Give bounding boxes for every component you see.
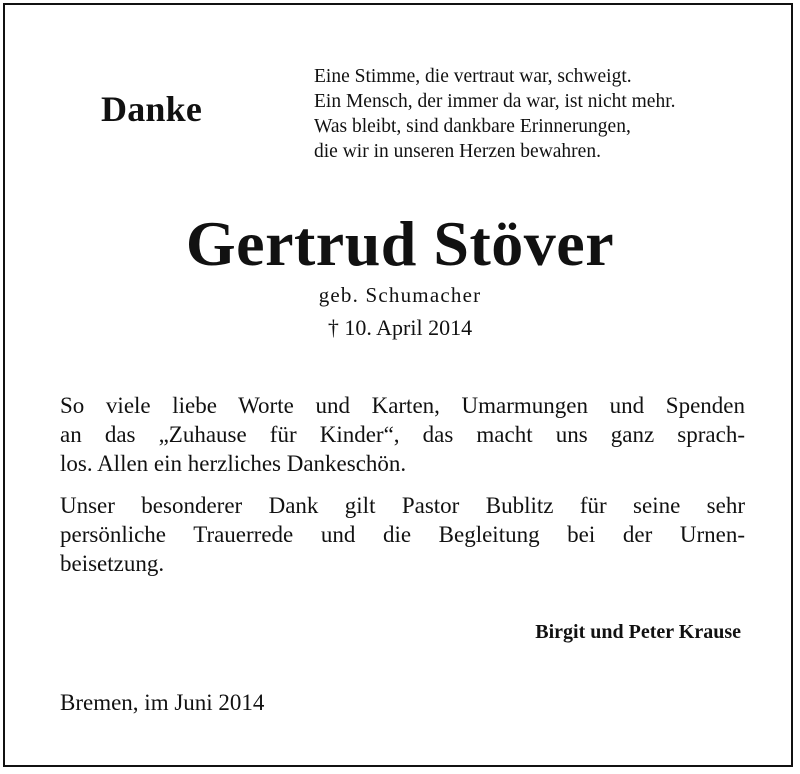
- poem-line: die wir in unseren Herzen bewahren.: [314, 141, 601, 162]
- birth-name: geb. Schumacher: [318, 283, 482, 307]
- paragraph-line: an das „Zuhause für Kinder“, das macht uns ganz sprach-: [60, 422, 745, 447]
- poem-line: Was bleibt, sind dankbare Erinnerungen,: [314, 116, 631, 137]
- death-date: † 10. April 2014: [327, 315, 473, 340]
- paragraph-line: beisetzung.: [60, 551, 165, 576]
- place-and-date: Bremen, im Juni 2014: [60, 690, 265, 715]
- paragraph-line: Unser besonderer Dank gilt Pastor Bublitz für seine sehr: [60, 493, 745, 518]
- poem-line: Eine Stimme, die vertraut war, schweigt.: [314, 66, 632, 87]
- poem-verse: [314, 64, 676, 164]
- paragraph-line: So viele liebe Worte und Karten, Umarmungen und Spenden: [60, 393, 745, 418]
- thanks-paragraph-2: [60, 491, 745, 578]
- signature: Birgit und Peter Krause: [535, 621, 741, 643]
- danke-heading: Danke: [101, 89, 203, 129]
- paragraph-line: persönliche Trauerrede und die Begleitung bei der Urnen-: [60, 522, 745, 547]
- thanks-paragraph-1: [60, 391, 745, 478]
- deceased-name: Gertrud Stöver: [185, 208, 615, 279]
- poem-line: Ein Mensch, der immer da war, ist nicht mehr.: [314, 91, 676, 112]
- paragraph-line: los. Allen ein herzliches Dankeschön.: [60, 451, 407, 476]
